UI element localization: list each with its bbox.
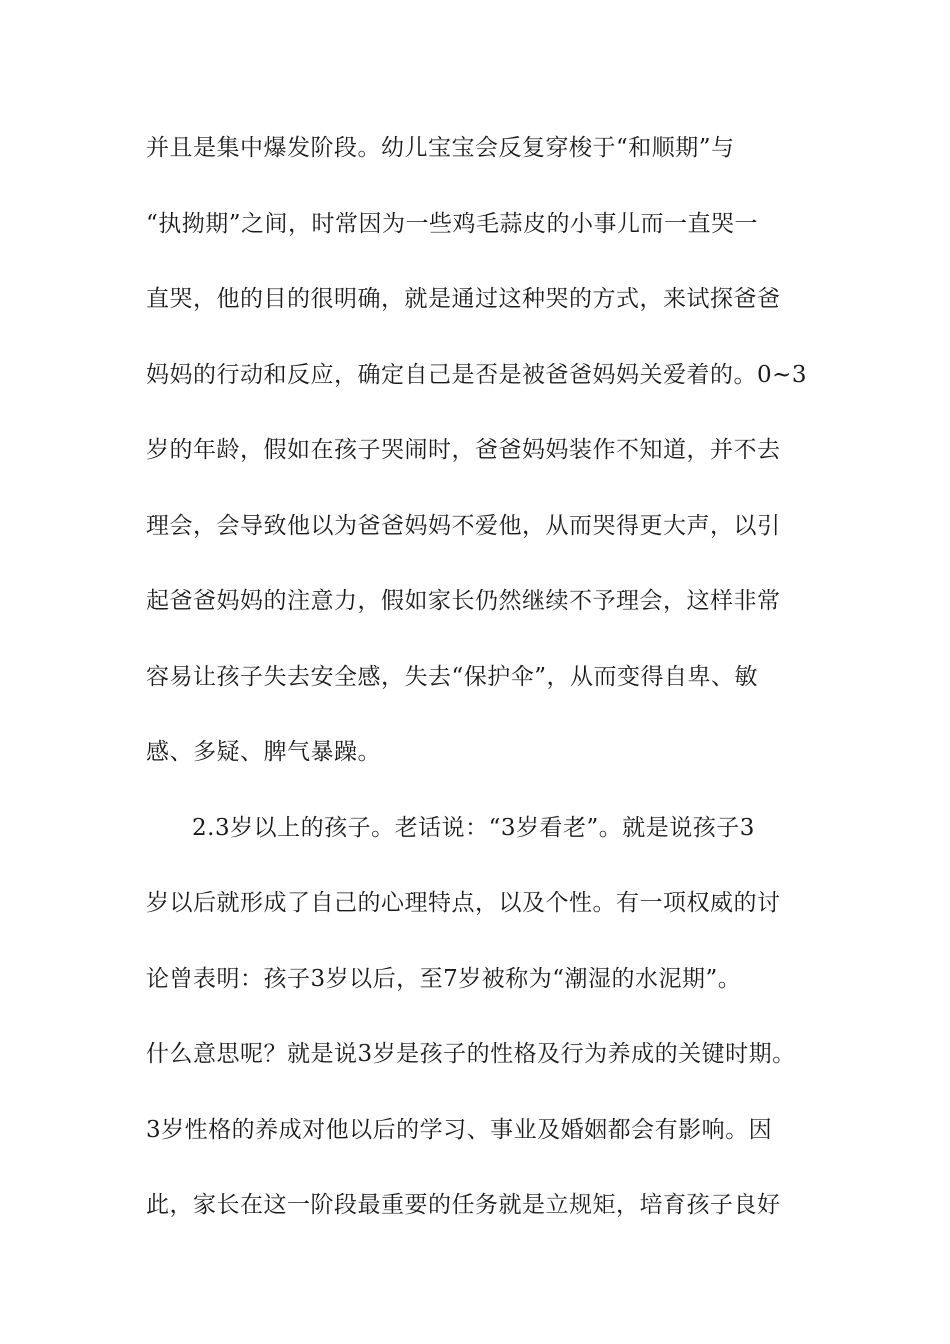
text-line: 什么意思呢？就是说3岁是孩子的性格及行为养成的关键时期。 — [146, 1041, 796, 1067]
text-line: 起爸爸妈妈的注意力，假如家长仍然继续不予理会，这样非常 — [146, 588, 781, 614]
text-line: 此，家长在这一阶段最重要的任务就是立规矩，培育孩子良好 — [146, 1192, 781, 1218]
text-line: 3岁性格的养成对他以后的学习、事业及婚姻都会有影响。因 — [146, 1116, 773, 1143]
text-line: “执拗期”之间，时常因为一些鸡毛蒜皮的小事儿而一直哭一 — [146, 210, 759, 237]
text-line: 岁的年龄，假如在孩子哭闹时，爸爸妈妈装作不知道，并不去 — [146, 437, 781, 463]
text-line: 容易让孩子失去安全感，失去“保护伞”，从而变得自卑、敏 — [146, 663, 759, 690]
text-line: 论曾表明：孩子3岁以后，至7岁被称为“潮湿的水泥期”。 — [146, 965, 742, 992]
text-line: 感、多疑、脾气暴躁。 — [146, 739, 381, 765]
text-line: 直哭，他的目的很明确，就是通过这种哭的方式，来试探爸爸 — [146, 286, 781, 312]
text-line: 并且是集中爆发阶段。幼儿宝宝会反复穿梭于“和顺期”与 — [146, 135, 735, 161]
paragraph-start-line: 2.3岁以上的孩子。老话说：“3岁看老”。就是说孩子3 — [192, 814, 755, 841]
text-line: 妈妈的行动和反应，确定自己是否是被爸爸妈妈关爱着的。0~3 — [146, 361, 808, 388]
body-text — [146, 126, 806, 1259]
text-line: 岁以后就形成了自己的心理特点，以及个性。有一项权威的讨 — [146, 890, 781, 916]
text-line: 理会，会导致他以为爸爸妈妈不爱他，从而哭得更大声，以引 — [146, 512, 781, 539]
